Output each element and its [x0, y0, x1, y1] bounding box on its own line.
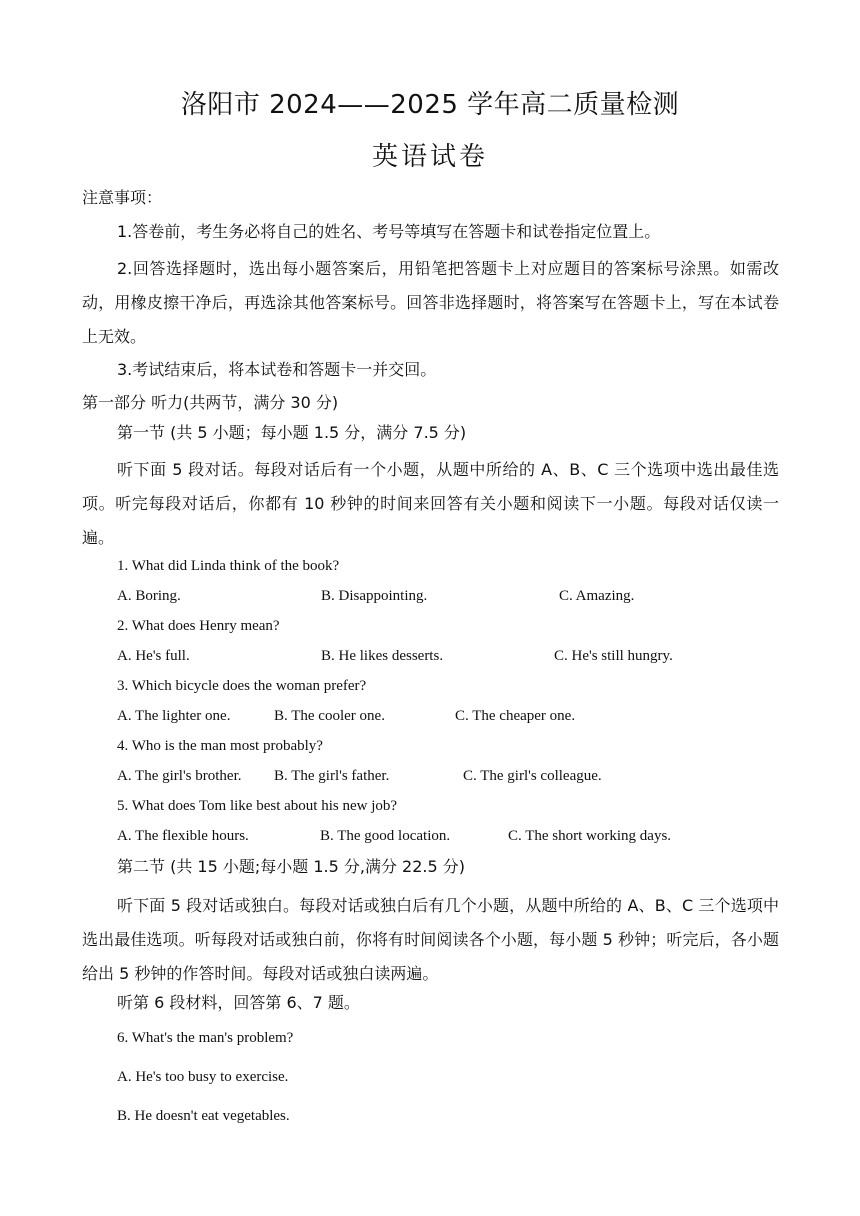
- option-c: C. He's still hungry.: [554, 648, 673, 664]
- section1-instructions: 听下面 5 段对话。每段对话后有一个小题，从题中所给的 A、B、C 三个选项中选出最佳选项。听完每段对话后，你都有 10 秒钟的时间来回答有关小题和阅读下一小题。每段对话仅读一遍。: [82, 460, 779, 547]
- section2-heading: 第二节 (共 15 小题;每小题 1.5 分,满分 22.5 分): [117, 857, 465, 876]
- question-stem: 1. What did Linda think of the book?: [117, 558, 340, 574]
- option-b: B. Disappointing.: [321, 588, 428, 604]
- exam-subtitle: 英语试卷: [371, 142, 488, 172]
- question-stem: 6. What's the man's problem?: [117, 1030, 294, 1046]
- option-a: A. The flexible hours.: [117, 828, 249, 844]
- notice-item-2: 2.回答选择题时，选出每小题答案后，用铅笔把答题卡上对应题目的答案标号涂黑。如需改动，用橡皮擦干净后，再选涂其他答案标号。回答非选择题时，将答案写在答题卡上，写在本试卷上无效。: [82, 259, 779, 346]
- option-c: C. The cheaper one.: [455, 708, 576, 724]
- option-b: B. The good location.: [320, 828, 451, 844]
- option-c: C. The short working days.: [508, 828, 672, 844]
- option-a: A. He's full.: [117, 648, 190, 664]
- notice-item-3: 3.考试结束后，将本试卷和答题卡一并交回。: [117, 360, 437, 379]
- material-6-note: 听第 6 段材料，回答第 6、7 题。: [117, 993, 360, 1012]
- notice-item-1: 1.答卷前，考生务必将自己的姓名、考号等填写在答题卡和试卷指定位置上。: [117, 222, 661, 241]
- question-stem: 2. What does Henry mean?: [117, 618, 280, 634]
- section2-instructions: 听下面 5 段对话或独白。每段对话或独白后有几个小题，从题中所给的 A、B、C 三个选项中选出最佳选项。听每段对话或独白前，你将有时间阅读各个小题，每小题 5 秒钟；听完后，各小题给出 5 秒钟的作答时间。每段对话或独白读两遍。: [82, 896, 779, 983]
- exam-title: 洛阳市 2024——2025 学年高二质量检测: [180, 90, 680, 120]
- option-a: A. Boring.: [117, 588, 181, 604]
- part1-heading: 第一部分 听力(共两节，满分 30 分): [82, 393, 339, 412]
- option-a: A. He's too busy to exercise.: [117, 1069, 289, 1085]
- option-b: B. He likes desserts.: [321, 648, 444, 664]
- option-a: A. The girl's brother.: [117, 768, 242, 784]
- option-b: B. The cooler one.: [274, 708, 385, 724]
- notice-heading: 注意事项：: [82, 188, 163, 207]
- option-b: B. The girl's father.: [274, 768, 390, 784]
- question-stem: 5. What does Tom like best about his new job?: [117, 798, 398, 814]
- question-stem: 3. Which bicycle does the woman prefer?: [117, 678, 367, 694]
- option-c: C. The girl's colleague.: [463, 768, 602, 784]
- option-c: C. Amazing.: [559, 588, 635, 604]
- option-a: A. The lighter one.: [117, 708, 231, 724]
- option-b: B. He doesn't eat vegetables.: [117, 1108, 290, 1124]
- section1-heading: 第一节 (共 5 小题；每小题 1.5 分，满分 7.5 分): [117, 423, 467, 442]
- question-stem: 4. Who is the man most probably?: [117, 738, 323, 754]
